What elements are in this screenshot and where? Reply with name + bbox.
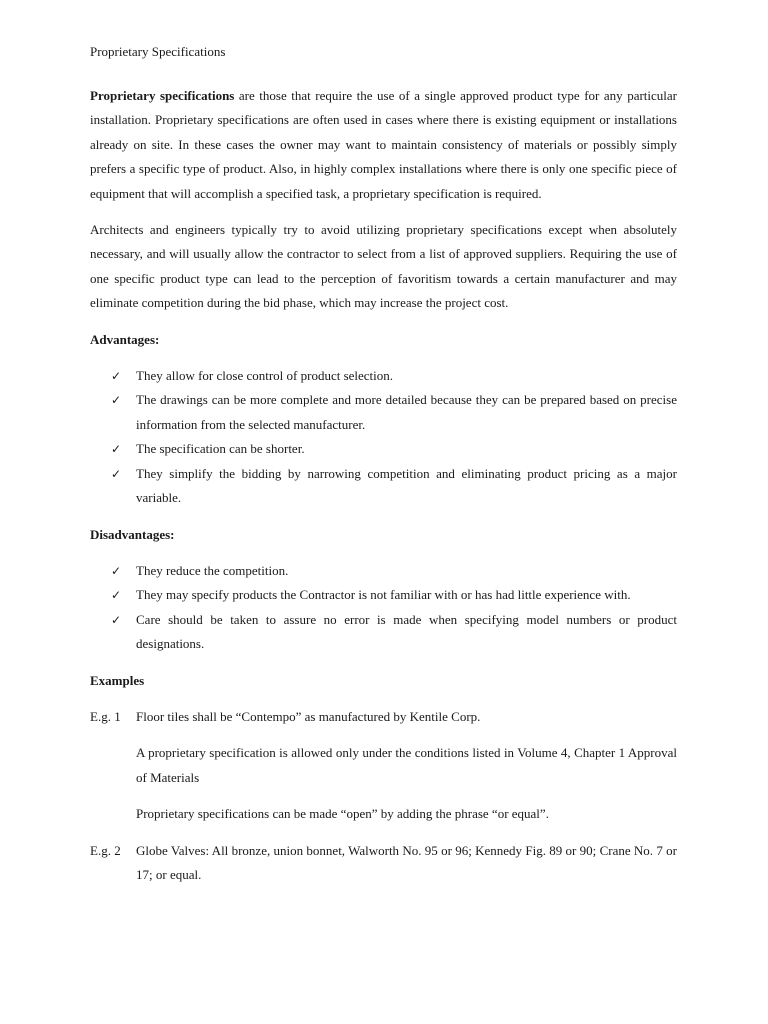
checkmark-icon: ✓ (111, 466, 122, 481)
example-label: E.g. 2 (90, 842, 121, 858)
checkmark-icon: ✓ (111, 612, 122, 627)
list-item-text: They may specify products the Contractor is not familiar with or has had little experience with. (136, 587, 631, 603)
list-item (90, 559, 677, 584)
list-item (90, 364, 677, 389)
list-item-text: They reduce the competition. (136, 562, 289, 578)
document-page (90, 40, 677, 900)
example-label: E.g. 1 (90, 708, 121, 724)
list-item (90, 437, 677, 462)
paragraph-2: Architects and engineers typically try to avoid utilizing proprietary specifications except when absolutely necessary, and will usually allow the contractor to select from a list of approved suppliers. Requiring the use of one specific product type can lead to the perception of favoritism towards a certain manufacturer and may eliminate competition during the bid phase, which may increase the project cost. (90, 222, 677, 311)
disadvantages-heading: Disadvantages: (90, 526, 175, 542)
example-body (136, 839, 677, 888)
checkmark-icon: ✓ (111, 442, 122, 457)
checkmark-icon: ✓ (111, 393, 122, 408)
example-text: Globe Valves: All bronze, union bonnet, Walworth No. 95 or 96; Kennedy Fig. 89 or 90; Crane No. 7 or 17; or equal. (136, 842, 677, 883)
example-2 (90, 839, 677, 888)
intro-text: are those that require the use of a single approved product type for any particular installation. Proprietary specifications are often used in cases where there is existing equipment or installations already on site. In these cases the owner may want to maintain consistency of materials or possibly simply prefers a specific type of product. Also, in highly complex installations where there is only one specific piece of equipment that will accomplish a specified task, a proprietary specification is required. (90, 88, 677, 201)
advantages-list (90, 364, 677, 511)
example-1 (90, 705, 677, 827)
example-note: Proprietary specifications can be made “open” by adding the phrase “or equal”. (136, 806, 549, 822)
intro-paragraph (90, 84, 677, 206)
examples-heading: Examples (90, 672, 145, 688)
list-item-text: The specification can be shorter. (136, 441, 305, 457)
list-item (90, 583, 677, 608)
checkmark-icon: ✓ (111, 368, 122, 383)
list-item-text: They simplify the bidding by narrowing competition and eliminating product pricing as a major variable. (136, 465, 677, 506)
list-item-text: Care should be taken to assure no error is made when specifying model numbers or product designations. (136, 611, 677, 652)
document-title: Proprietary Specifications (90, 44, 226, 59)
example-body (136, 705, 677, 827)
list-item-text: The drawings can be more complete and more detailed because they can be prepared based on precise information from the selected manufacturer. (136, 392, 677, 432)
intro-lead-term: Proprietary specifications (90, 88, 235, 103)
advantages-heading: Advantages: (90, 331, 160, 347)
checkmark-icon: ✓ (111, 588, 122, 603)
disadvantages-list (90, 559, 677, 657)
example-note: A proprietary specification is allowed only under the conditions listed in Volume 4, Chapter 1 Approval of Materials (136, 745, 677, 785)
list-item (90, 388, 677, 437)
list-item (90, 608, 677, 657)
list-item (90, 462, 677, 511)
checkmark-icon: ✓ (111, 563, 122, 578)
list-item-text: They allow for close control of product selection. (136, 367, 394, 383)
example-text: Floor tiles shall be “Contempo” as manufactured by Kentile Corp. (136, 708, 481, 724)
